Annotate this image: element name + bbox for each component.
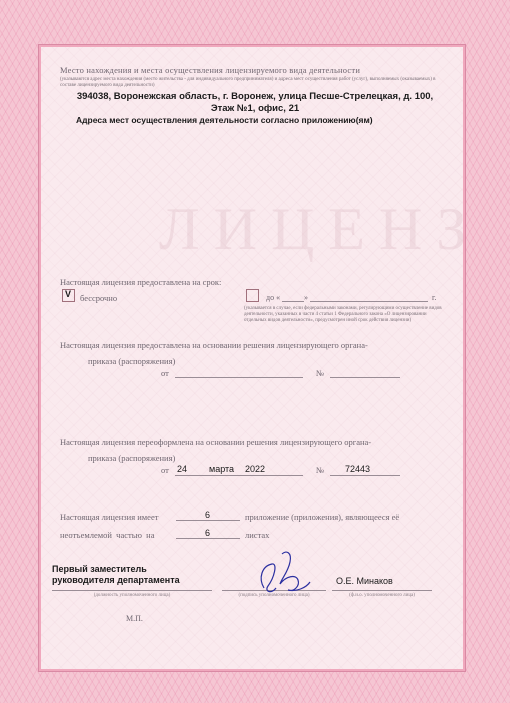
until-prefix: до « bbox=[266, 293, 281, 302]
signatory-position-line-1: Первый заместитель bbox=[52, 564, 147, 574]
reissue-month: марта bbox=[209, 464, 235, 474]
basis-number-line bbox=[330, 377, 400, 378]
address-line-1: 394038, Воронежская область, г. Воронеж, улица Песше-Стрелецкая, д. 100, bbox=[76, 91, 434, 102]
caption-name: (ф.и.о. уполномоченного лица) bbox=[349, 593, 415, 598]
term-heading: Настоящая лицензия предоставлена на срок: bbox=[60, 277, 222, 287]
stamp-place: М.П. bbox=[126, 614, 143, 623]
header-title: Место нахождения и места осуществления лицензируемого вида деятельности bbox=[60, 65, 361, 75]
until-mid: » bbox=[304, 293, 308, 302]
handwritten-signature bbox=[252, 548, 332, 600]
reissue-number-label: № bbox=[316, 465, 325, 475]
address-block bbox=[50, 91, 460, 115]
term-unlimited-label: бессрочно bbox=[80, 293, 118, 303]
appendix-count: 6 bbox=[205, 510, 211, 520]
reissue-year: 2022 bbox=[245, 464, 266, 474]
until-suffix: г. bbox=[432, 293, 437, 302]
caption-signature: (подпись уполномоченного лица) bbox=[238, 593, 310, 598]
basis-line-1: Настоящая лицензия предоставлена на основании решения лицензирующего органа- bbox=[60, 340, 368, 350]
term-until-checkbox[interactable] bbox=[246, 289, 259, 302]
reissue-line-2: приказа (распоряжения) bbox=[88, 453, 176, 463]
caption-position: (должность уполномоченного лица) bbox=[93, 593, 171, 598]
appendix-line-1-post: приложение (приложения), являющееся её bbox=[245, 512, 400, 522]
basis-line-2: приказа (распоряжения) bbox=[88, 356, 176, 366]
basis-date-line bbox=[175, 377, 303, 378]
appendix-pages: 6 bbox=[205, 528, 211, 538]
appendix-line-2-pre: неотъемлемой частью на bbox=[60, 530, 155, 540]
until-date-line bbox=[310, 301, 428, 302]
appendix-pages-line bbox=[176, 538, 240, 539]
address-line-2: Этаж №1, офис, 21 bbox=[210, 103, 300, 114]
basis-number-label: № bbox=[316, 368, 325, 378]
watermark: ЛИЦЕНЗ bbox=[159, 196, 481, 262]
reissue-from-label: от bbox=[161, 465, 169, 475]
signatory-name: О.Е. Минаков bbox=[336, 576, 393, 586]
appendix-line-2-post: листах bbox=[245, 530, 270, 540]
signatory-position-line-2: руководителя департамента bbox=[52, 575, 180, 585]
until-day-line bbox=[282, 301, 304, 302]
name-line bbox=[332, 590, 432, 591]
appendix-count-line bbox=[176, 520, 240, 521]
reissue-line-1: Настоящая лицензия переоформлена на основании решения лицензирующего органа- bbox=[60, 437, 372, 447]
check-mark: V bbox=[65, 289, 72, 299]
places-note: Адреса мест осуществления деятельности согласно приложению(ям) bbox=[76, 115, 373, 125]
reissue-number-line bbox=[330, 475, 400, 476]
reissue-number: 72443 bbox=[345, 464, 371, 474]
appendix-line-1-pre: Настоящая лицензия имеет bbox=[60, 512, 159, 522]
term-unlimited-checkbox[interactable] bbox=[62, 289, 75, 302]
until-note: (указывается в случае, если федеральными законами, регулирующими осуществление видов деятельности, указанных в части 4 статьи 1 Федерального закона «О лицензировании отдельных видов деятельности», предусмотрен иной срок действия лицензии) bbox=[244, 306, 442, 323]
basis-from-label: от bbox=[161, 368, 169, 378]
reissue-day: 24 bbox=[177, 464, 188, 474]
header-note: (указываются адрес места нахождения (место жительства - для индивидуального предпринимателя) и адреса мест осуществления работ (услуг), выполняемых (оказываемых) в составе лицензируемого вида деятельности) bbox=[60, 77, 436, 88]
reissue-date-line bbox=[175, 475, 303, 476]
signatory-position bbox=[52, 564, 180, 586]
position-line bbox=[52, 590, 212, 591]
